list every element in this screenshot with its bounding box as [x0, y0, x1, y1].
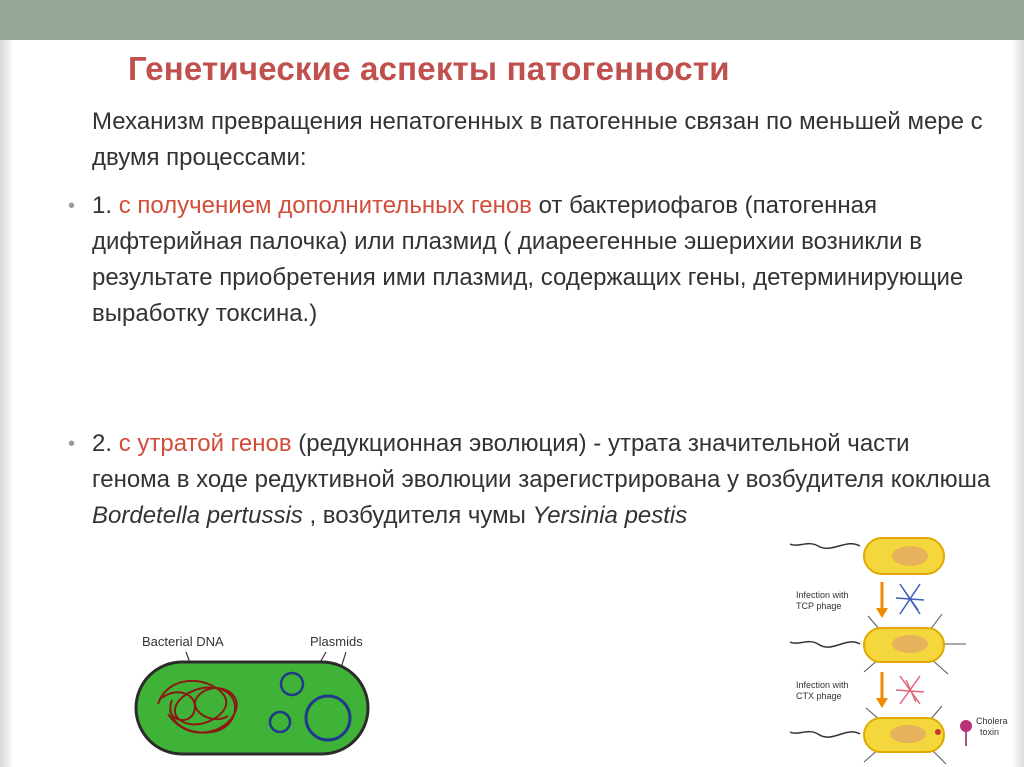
label-toxin-line-1: Cholera — [976, 716, 1008, 726]
bullet-2-text-1: (редукционная эволюция) - утрата значительной части генома в ходе редуктивной эволюции зарегистрирована у возбудителя коклюша — [92, 430, 991, 493]
bullet-1-number: 1. — [92, 192, 113, 219]
slide-title: Генетические аспекты патогенности — [128, 50, 730, 87]
intro-paragraph — [92, 104, 992, 176]
page-shadow-left — [0, 40, 14, 767]
label-plasmids: Plasmids — [310, 634, 363, 649]
ctx-phage — [896, 676, 924, 704]
bullet-2-number: 2. — [92, 430, 113, 457]
arrow-tcp-head — [876, 608, 888, 618]
label-ctx-line-1: Infection with — [796, 680, 849, 690]
tcp-phage — [896, 584, 924, 614]
species-yersinia: Yersinia pestis — [532, 502, 688, 529]
bullet-item-2 — [68, 426, 992, 534]
bullet-1-text: от бактериофагов (патогенная дифтерийная палочка) или плазмид ( диареегенные эшерихии возникли в результате приобретения ими плазмид, содержащих гены, детерминирующие выработку токсина.) — [92, 192, 964, 327]
cholera-toxin-icon — [960, 720, 972, 746]
label-tcp-line-2: TCP phage — [796, 601, 842, 611]
species-bordetella: Bordetella pertussis — [92, 502, 303, 529]
vibrio-cell-3 — [790, 706, 946, 764]
bullet-2-text-2: , возбудителя чумы — [302, 502, 533, 529]
label-tcp-line-1: Infection with — [796, 590, 849, 600]
bullet-2-highlight: с утратой генов — [118, 430, 292, 457]
bullet-1-highlight: с получением дополнительных генов — [118, 192, 532, 219]
vibrio-cell-1 — [790, 538, 944, 574]
bullet-dot-2: • — [68, 433, 76, 455]
top-bar — [0, 0, 1024, 40]
vibrio-cell-2 — [790, 614, 966, 674]
label-bacterial-dna: Bacterial DNA — [142, 634, 224, 649]
intro-text: Механизм превращения непатогенных в патогенные связан по меньшей мере с двумя процессами: — [92, 108, 983, 171]
label-toxin-line-2: toxin — [980, 727, 1000, 737]
phage-infection-illustration — [780, 534, 1020, 767]
arrow-ctx-head — [876, 698, 888, 708]
bacterium-plasmid-illustration — [128, 624, 388, 759]
bullet-dot-1: • — [68, 195, 76, 217]
bullet-item-1 — [68, 188, 992, 332]
label-ctx-line-2: CTX phage — [796, 691, 842, 701]
